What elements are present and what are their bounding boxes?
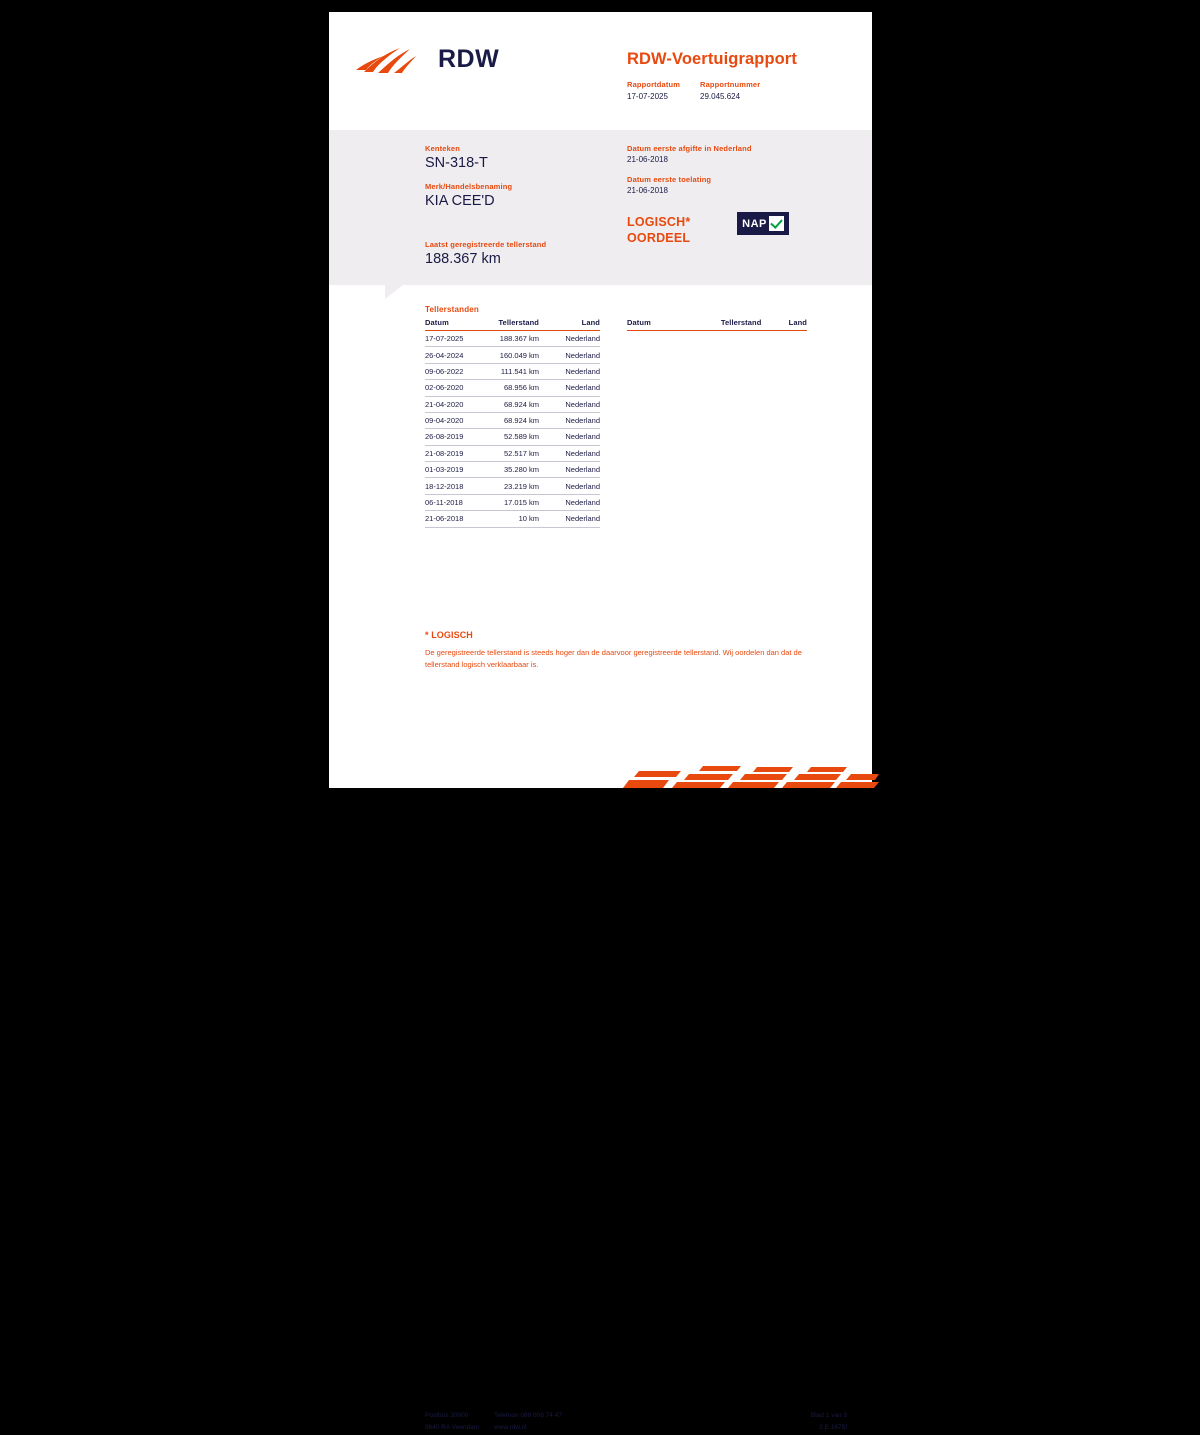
cell-land: Nederland (549, 331, 600, 347)
cell-land: Nederland (549, 445, 600, 461)
first-issue-field (627, 144, 837, 164)
cell-datum: 26-04-2024 (425, 347, 487, 363)
odometer-table-left (425, 316, 600, 528)
rdw-logo (354, 40, 499, 78)
document-header (329, 12, 872, 122)
merk-field (425, 182, 615, 209)
cell-datum: 17-07-2025 (425, 331, 487, 347)
table-row (425, 462, 600, 478)
cell-datum: 06-11-2018 (425, 494, 487, 510)
column-header-datum: Datum (425, 316, 487, 331)
cell-tellerstand: 35.280 km (487, 462, 549, 478)
cell-tellerstand: 52.589 km (487, 429, 549, 445)
verdict-line-1: LOGISCH* (627, 215, 691, 229)
cell-tellerstand: 68.956 km (487, 380, 549, 396)
mileage-label: Laatst geregistreerde tellerstand (425, 240, 547, 249)
verdict-line-2: OORDEEL (627, 230, 691, 245)
report-title: RDW-Voertuigrapport (627, 50, 797, 68)
report-number-value: 29.045.624 (700, 92, 741, 101)
mileage-value: 188.367 km (425, 251, 501, 267)
footer-form-code: 3 E 1675f (819, 1424, 847, 1432)
cell-land: Nederland (549, 478, 600, 494)
cell-tellerstand: 111.541 km (487, 363, 549, 379)
cell-datum: 18-12-2018 (425, 478, 487, 494)
cell-land: Nederland (549, 412, 600, 428)
footer-stripes-graphic (629, 758, 872, 788)
cell-land: Nederland (549, 347, 600, 363)
verdict-text (627, 215, 690, 246)
vehicle-dates-column (627, 144, 837, 206)
cell-datum: 02-06-2020 (425, 380, 487, 396)
report-date-label: Rapportdatum (627, 80, 681, 89)
cell-tellerstand: 68.924 km (487, 396, 549, 412)
report-date-block (627, 80, 687, 101)
table-row (425, 429, 600, 445)
brand-name: RDW (438, 44, 500, 73)
cell-land: Nederland (549, 363, 600, 379)
footer-page-number: Blad 1 van 3 (810, 1412, 847, 1419)
footer-website[interactable]: www.rdw.nl (494, 1424, 527, 1432)
kenteken-value: SN-318-T (425, 155, 488, 171)
cell-tellerstand: 17.015 km (487, 494, 549, 510)
footnote-body: De geregistreerde tellerstand is steeds hoger dan de daarvoor geregistreerde tellerstand. Wij oordelen dan dat de tellerstand logisch verklaarbaar is. (425, 648, 802, 669)
first-admission-value: 21-06-2018 (627, 186, 668, 195)
footer-address-line-2: 9640 RA Veendam (425, 1424, 480, 1432)
footer-phone: Telefoon 088 008 74 47 (494, 1412, 562, 1419)
table-header-row (627, 316, 807, 331)
odometer-table-left-body (425, 331, 600, 528)
odometer-table-right (627, 316, 807, 331)
cell-tellerstand: 68.924 km (487, 412, 549, 428)
report-number-label: Rapportnummer (700, 80, 761, 89)
cell-tellerstand: 10 km (487, 511, 549, 527)
first-admission-field (627, 175, 837, 195)
cell-tellerstand: 160.049 km (487, 347, 549, 363)
cell-land: Nederland (549, 462, 600, 478)
column-header-land: Land (771, 316, 807, 331)
cell-datum: 21-08-2019 (425, 445, 487, 461)
column-header-tellerstand: Tellerstand (487, 316, 549, 331)
odometer-section-title: Tellerstanden (425, 305, 480, 314)
cell-tellerstand: 52.517 km (487, 445, 549, 461)
first-issue-label: Datum eerste afgifte in Nederland (627, 144, 752, 153)
panel-notch (329, 285, 385, 299)
merk-value: KIA CEE'D (425, 193, 495, 209)
column-header-tellerstand: Tellerstand (673, 316, 771, 331)
cell-tellerstand: 188.367 km (487, 331, 549, 347)
cell-land: Nederland (549, 429, 600, 445)
table-row (425, 478, 600, 494)
footer-contact (494, 1410, 562, 1435)
column-header-datum: Datum (627, 316, 673, 331)
merk-label: Merk/Handelsbenaming (425, 182, 513, 191)
table-row (425, 396, 600, 412)
cell-datum: 21-06-2018 (425, 511, 487, 527)
nap-label: NAP (742, 217, 767, 230)
table-row (425, 412, 600, 428)
footnote (425, 630, 825, 670)
report-meta (627, 80, 760, 101)
checkmark-icon (769, 216, 784, 231)
cell-datum: 09-04-2020 (425, 412, 487, 428)
nap-badge (737, 212, 789, 235)
cell-tellerstand: 23.219 km (487, 478, 549, 494)
column-header-land: Land (549, 316, 600, 331)
table-row (425, 363, 600, 379)
cell-land: Nederland (549, 511, 600, 527)
cell-datum: 01-03-2019 (425, 462, 487, 478)
cell-land: Nederland (549, 396, 600, 412)
cell-datum: 26-08-2019 (425, 429, 487, 445)
cell-land: Nederland (549, 380, 600, 396)
kenteken-label: Kenteken (425, 144, 460, 153)
cell-datum: 09-06-2022 (425, 363, 487, 379)
footer-address-line-1: Postbus 30000 (425, 1412, 469, 1419)
rdw-flame-icon (354, 40, 424, 78)
vehicle-summary-panel (329, 130, 872, 285)
table-header-row (425, 316, 600, 331)
document-page (329, 12, 872, 1432)
table-row (425, 445, 600, 461)
table-row (425, 380, 600, 396)
table-row (425, 331, 600, 347)
cell-land: Nederland (549, 494, 600, 510)
footnote-title: * LOGISCH (425, 630, 473, 640)
table-row (425, 494, 600, 510)
footer-pagination (749, 1410, 847, 1435)
first-admission-label: Datum eerste toelating (627, 175, 712, 184)
cell-datum: 21-04-2020 (425, 396, 487, 412)
report-date-value: 17-07-2025 (627, 92, 668, 101)
table-row (425, 347, 600, 363)
table-row (425, 511, 600, 527)
first-issue-value: 21-06-2018 (627, 155, 668, 164)
kenteken-field (425, 144, 615, 171)
mileage-field (425, 240, 546, 267)
footer-address (425, 1410, 479, 1435)
vehicle-identity-column (425, 144, 615, 220)
document-footer (329, 708, 872, 1432)
report-number-block (700, 80, 760, 101)
